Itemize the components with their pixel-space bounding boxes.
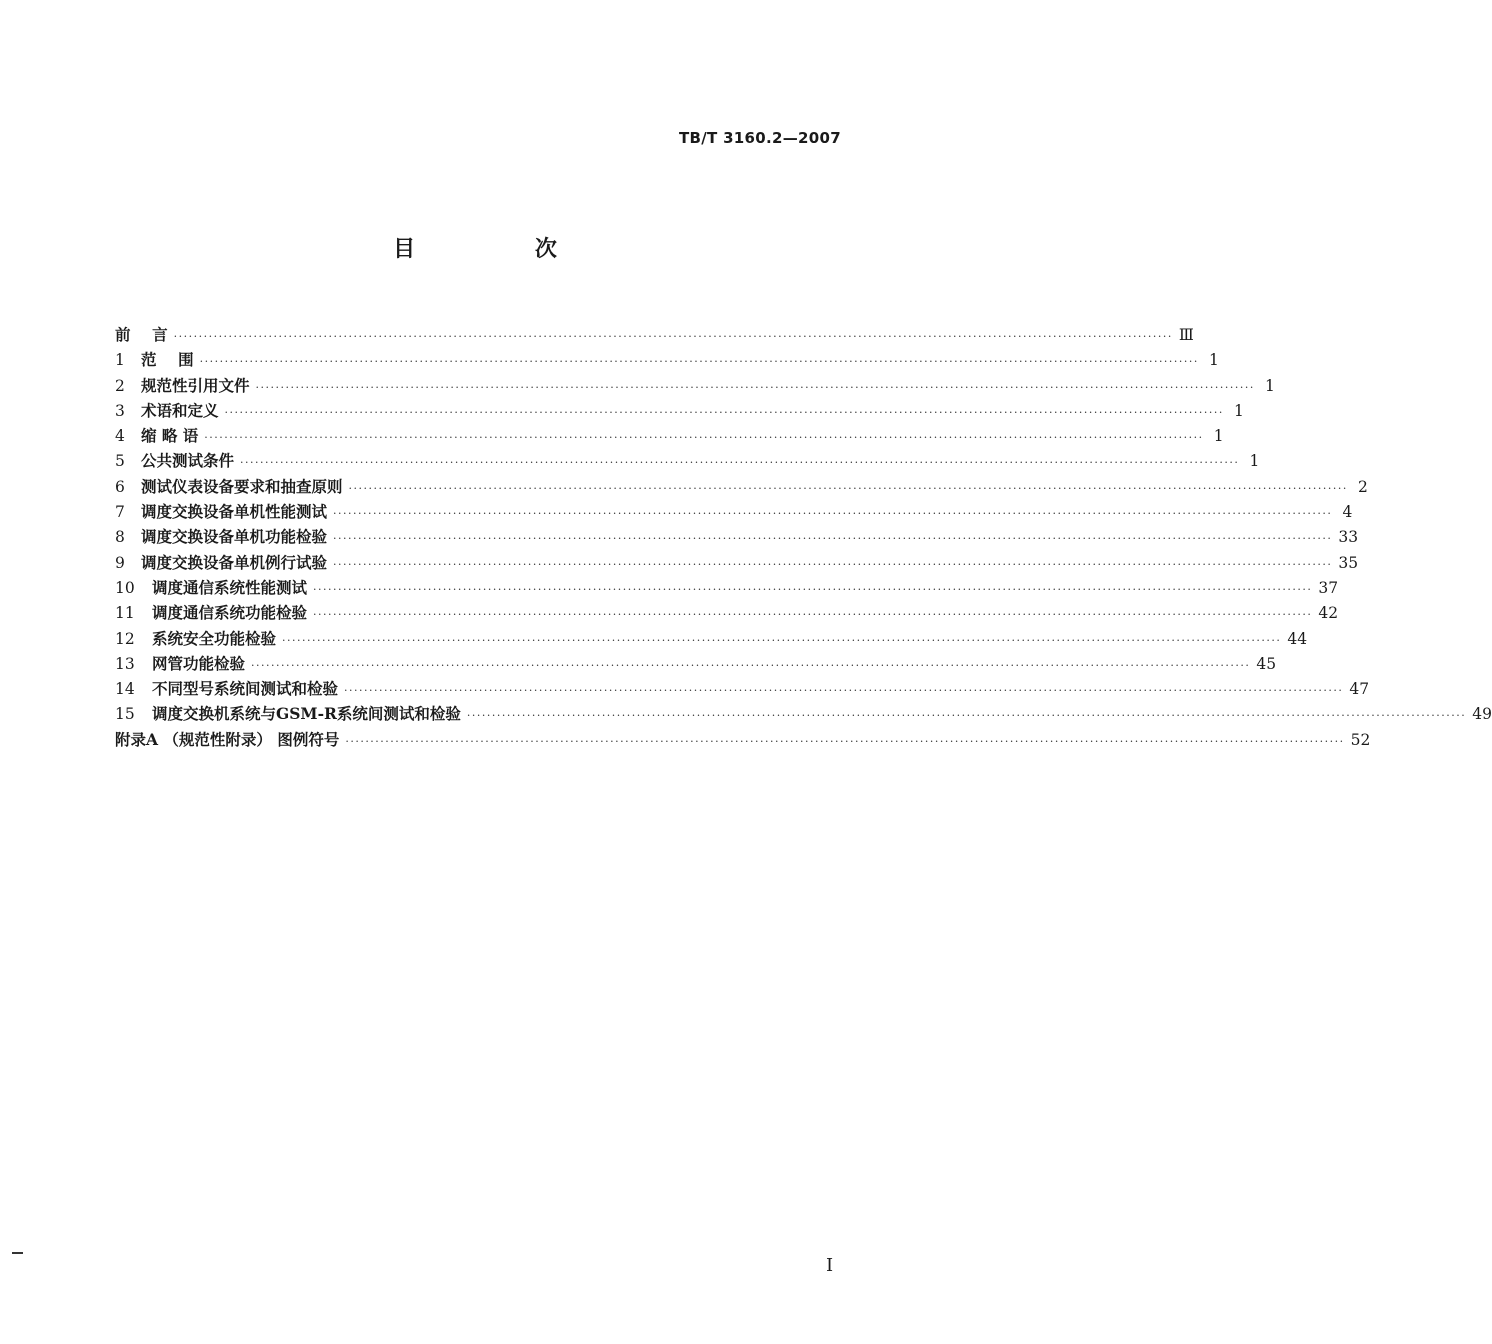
toc-dot-leader: ········································································································································································································ (333, 557, 1333, 571)
toc-entry-label: 调度交换设备单机例行试验 (141, 552, 328, 572)
toc-entry-label: 调度通信系统性能测试 (152, 577, 308, 597)
toc-dot-leader: ········································································································································································································ (251, 658, 1251, 672)
toc-dot-leader: ········································································································································································································ (204, 431, 1204, 445)
toc-entry-number: 5 (115, 452, 125, 471)
toc-entry[interactable] (115, 550, 1359, 575)
toc-entry[interactable] (115, 423, 1224, 448)
toc-entry-number: 11 (115, 604, 135, 623)
toc-dot-leader: ········································································································································································································ (313, 582, 1313, 596)
toc-entry-label: 规范性引用文件 (141, 375, 250, 395)
table-of-contents (115, 322, 1492, 752)
toc-entry[interactable] (115, 524, 1359, 549)
toc-entry-page: 1 (1249, 452, 1260, 471)
toc-entry-label: 调度交换机系统与GSM-R系统间测试和检验 (152, 704, 461, 724)
toc-entry-label: 公共测试条件 (141, 451, 235, 471)
toc-entry-page: 2 (1357, 477, 1368, 496)
toc-entry-page: Ⅲ (1178, 326, 1194, 344)
toc-dot-leader: ········································································································································································································ (282, 633, 1282, 647)
toc-dot-leader: ········································································································································································································ (333, 532, 1333, 546)
toc-dot-leader: ········································································································································································································ (348, 481, 1348, 495)
toc-entry-page: 1 (1264, 376, 1275, 395)
toc-entry-page: 33 (1338, 528, 1359, 547)
toc-entry-page: 1 (1213, 427, 1224, 446)
toc-entry-page: 49 (1472, 705, 1492, 724)
toc-entry-number: 7 (115, 503, 125, 522)
toc-entry-number: 10 (115, 578, 135, 597)
toc-dot-leader: ········································································································································································································ (333, 507, 1333, 521)
standard-code: TB/T 3160.2—2007 (678, 129, 841, 147)
toc-entry-number: 4 (115, 427, 125, 446)
toc-entry[interactable] (115, 373, 1275, 398)
toc-entry[interactable] (115, 701, 1492, 726)
toc-dot-leader: ········································································································································································································ (224, 405, 1224, 419)
toc-entry-label: 术语和定义 (141, 400, 219, 420)
toc-entry-number: 13 (115, 654, 135, 673)
scan-mark (12, 1252, 23, 1254)
toc-entry[interactable] (115, 474, 1368, 499)
toc-entry-label: 附录A （规范性附录） 图例符号 (115, 729, 340, 749)
toc-entry-page: 4 (1342, 503, 1353, 522)
toc-entry-page: 44 (1287, 629, 1308, 648)
toc-entry-page: 45 (1256, 654, 1277, 673)
toc-entry-number: 3 (115, 401, 125, 420)
toc-entry-number: 9 (115, 553, 125, 572)
toc-dot-leader: ········································································································································································································ (466, 709, 1467, 723)
toc-entry-number: 2 (115, 376, 125, 395)
toc-dot-leader: ········································································································································································································ (313, 608, 1313, 622)
toc-entry-number: 6 (115, 477, 125, 496)
toc-entry-page: 35 (1338, 553, 1359, 572)
toc-dot-leader: ········································································································································································································ (173, 330, 1173, 343)
toc-entry-number: 15 (115, 705, 135, 724)
toc-entry-label: 前 言 (115, 325, 168, 344)
toc-entry[interactable] (115, 676, 1370, 701)
page-number: I (826, 1255, 834, 1276)
toc-entry-label: 不同型号系统间测试和检验 (152, 679, 339, 699)
toc-entry[interactable] (115, 626, 1308, 651)
toc-entry-label: 测试仪表设备要求和抽查原则 (141, 476, 343, 496)
toc-entry[interactable] (115, 575, 1339, 600)
toc-entry-page: 47 (1349, 680, 1370, 699)
toc-entry-label: 缩 略 语 (141, 426, 199, 446)
toc-entry-number: 1 (115, 351, 125, 370)
toc-entry-number: 12 (115, 629, 135, 648)
toc-entry-page: 1 (1209, 351, 1219, 370)
toc-entry-page: 37 (1318, 578, 1339, 597)
toc-entry[interactable] (115, 322, 1194, 347)
toc-dot-leader: ········································································································································································································ (255, 380, 1255, 394)
toc-entry-label: 调度交换设备单机性能测试 (141, 502, 328, 522)
toc-entry-label: 网管功能检验 (152, 653, 246, 673)
toc-entry-label: 范 围 (141, 350, 194, 370)
toc-entry-number: 14 (115, 680, 135, 699)
toc-entry-number: 8 (115, 528, 125, 547)
toc-entry[interactable] (115, 727, 1371, 752)
toc-entry[interactable] (115, 448, 1260, 473)
toc-dot-leader: ········································································································································································································ (345, 734, 1345, 748)
toc-dot-leader: ········································································································································································································ (344, 684, 1344, 698)
toc-entry-label: 调度通信系统功能检验 (152, 603, 308, 623)
toc-dot-leader: ········································································································································································································ (199, 355, 1199, 369)
toc-entry-page: 42 (1318, 604, 1339, 623)
page-title: 目 次 (393, 237, 613, 262)
toc-entry-label: 系统安全功能检验 (152, 628, 277, 648)
toc-entry-label: 调度交换设备单机功能检验 (141, 527, 328, 547)
toc-entry[interactable] (115, 600, 1339, 625)
toc-entry-page: 52 (1350, 730, 1371, 749)
toc-entry[interactable] (115, 499, 1353, 524)
toc-entry[interactable] (115, 651, 1277, 676)
toc-entry[interactable] (115, 347, 1219, 372)
toc-entry[interactable] (115, 398, 1244, 423)
toc-entry-page: 1 (1233, 401, 1244, 420)
toc-dot-leader: ········································································································································································································ (240, 456, 1240, 470)
